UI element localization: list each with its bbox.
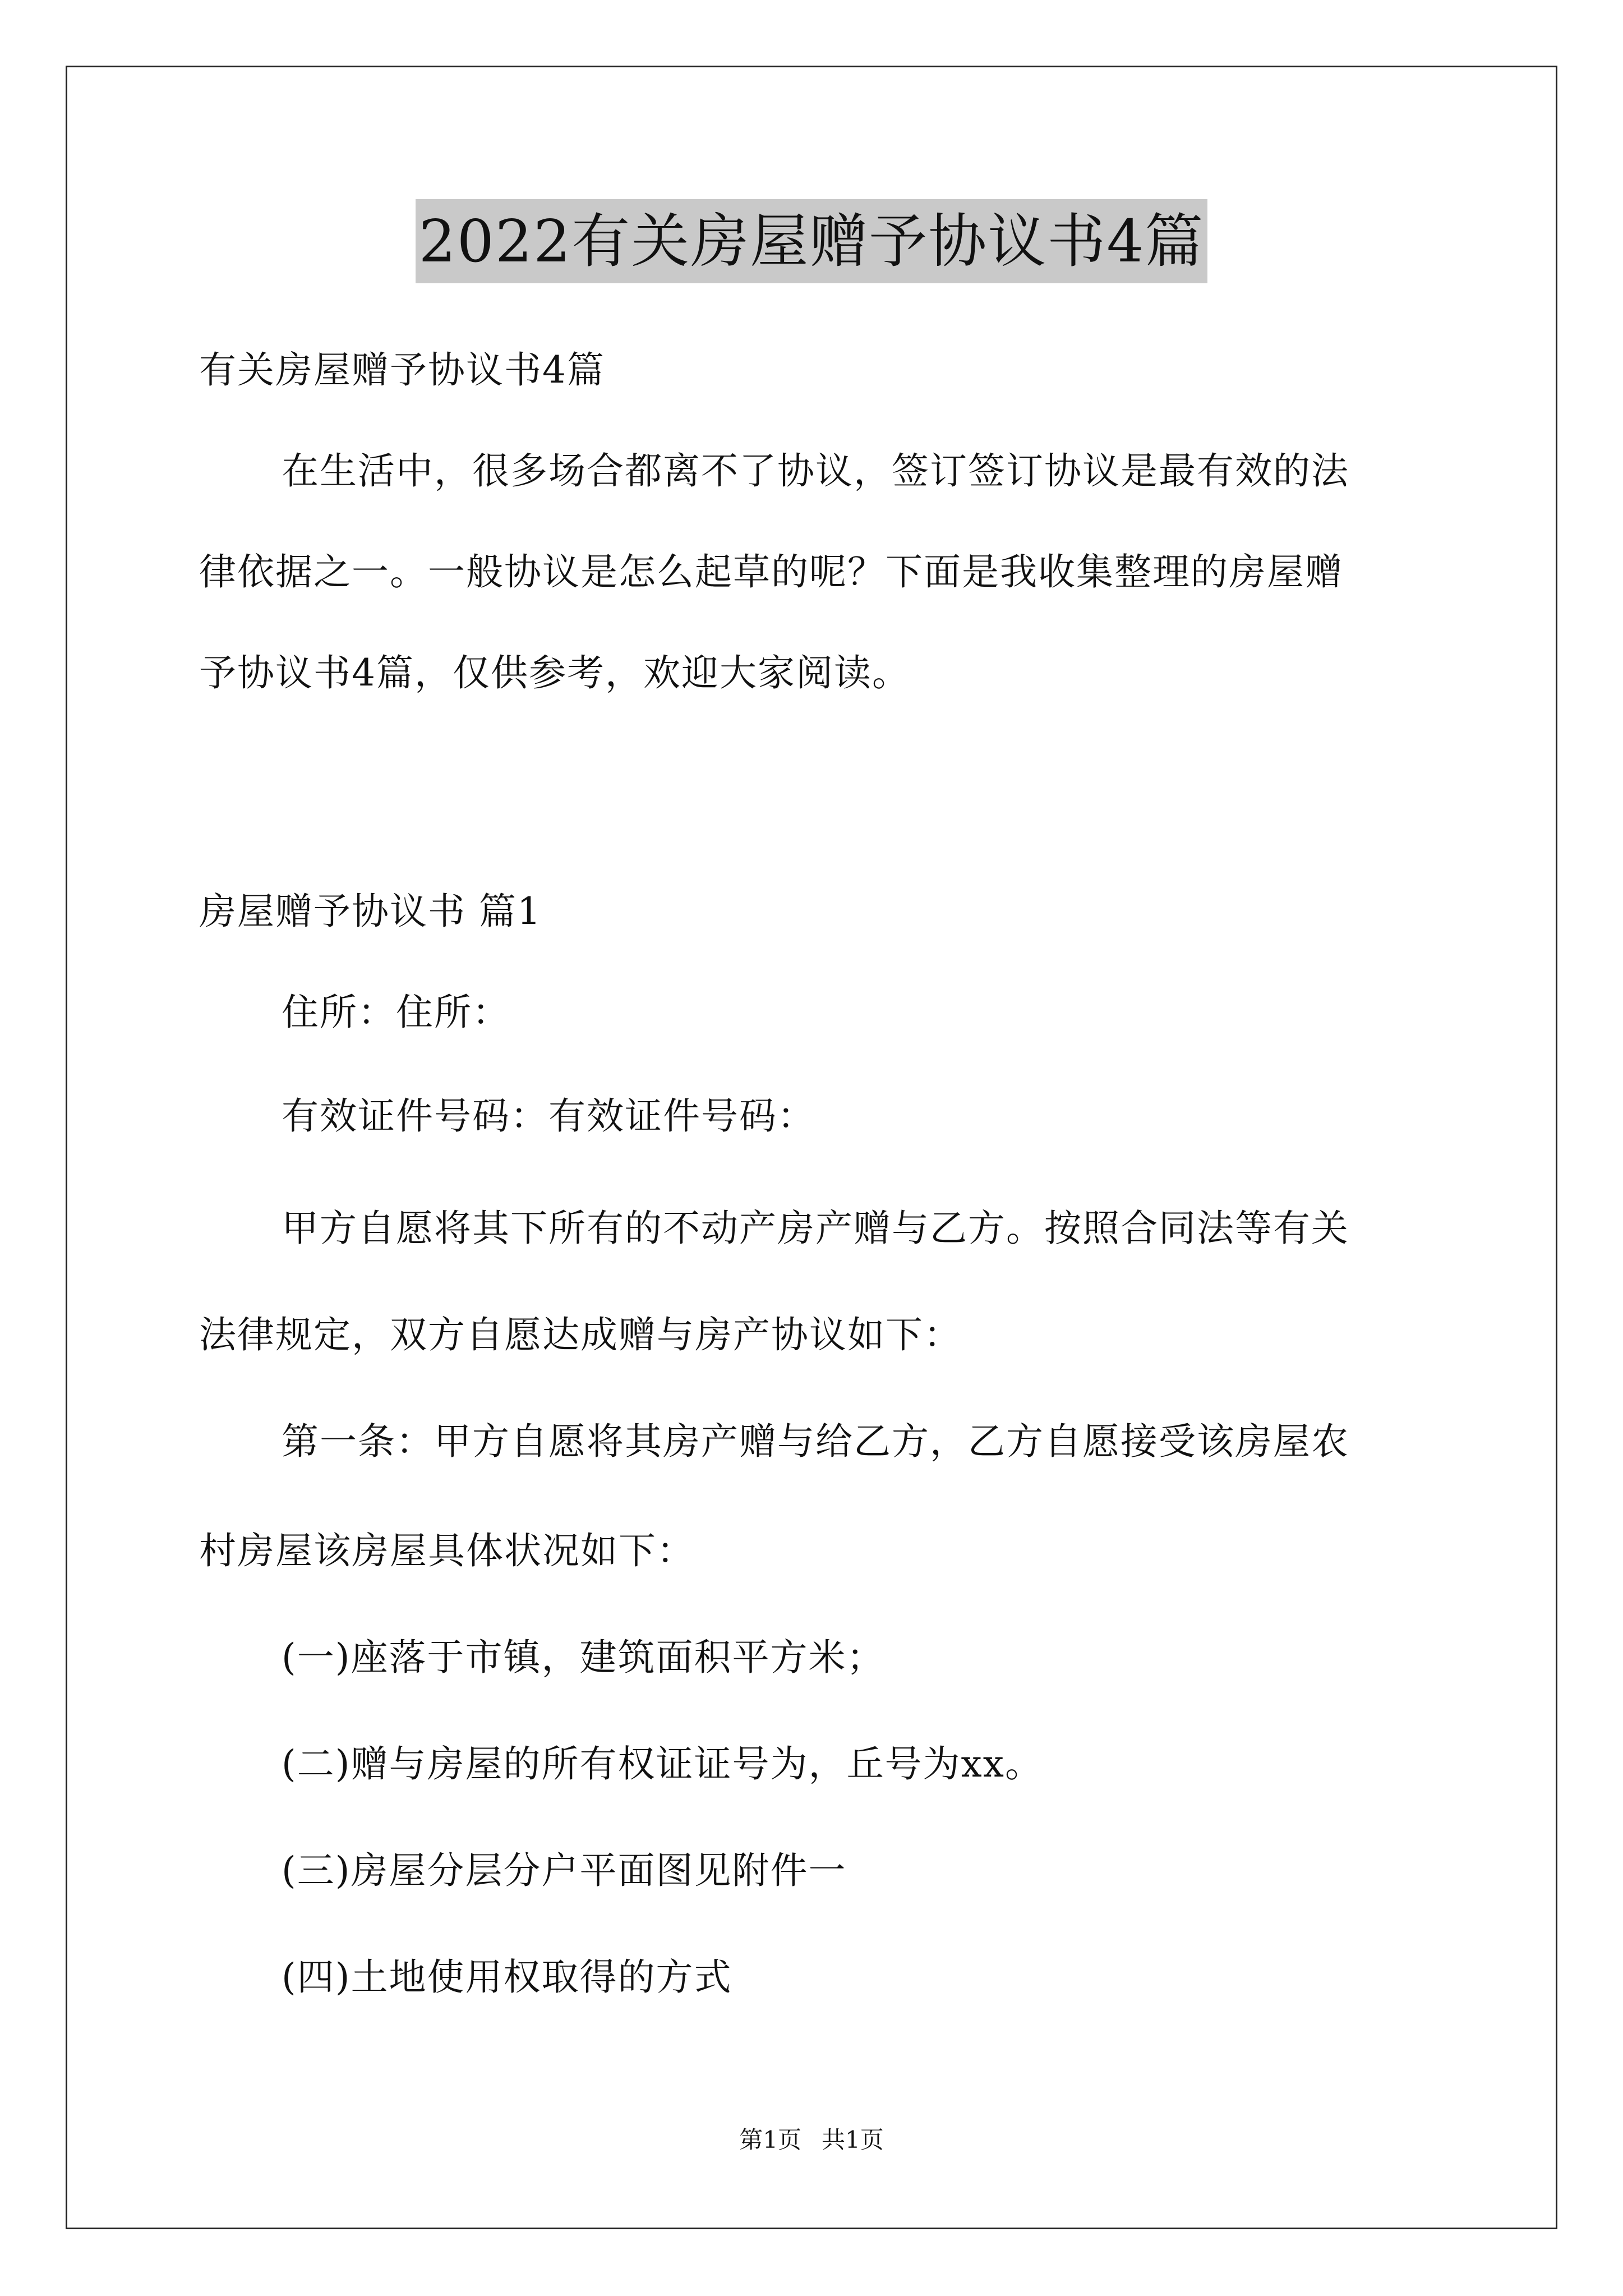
body-line-3: 甲方自愿将其下所有的不动产房产赠与乙方。按照合同法等有关 [282, 1207, 1349, 1250]
intro-line-2: 律依据之一。一般协议是怎么起草的呢？下面是我收集整理的房屋赠 [199, 550, 1343, 593]
body-line-2: 有效证件号码：有效证件号码： [282, 1094, 815, 1138]
intro-line-1: 在生活中，很多场合都离不了协议，签订签订协议是最有效的法 [282, 449, 1349, 493]
title-container [0, 199, 1623, 283]
section-heading: 房屋赠予协议书 篇1 [199, 890, 542, 933]
body-line-8: (二)赠与房屋的所有权证证号为，丘号为xx。 [282, 1742, 1043, 1786]
page-footer [0, 2123, 1623, 2157]
body-line-10: (四)土地使用权取得的方式 [282, 1955, 732, 1999]
page-total: 共1页 [822, 2126, 884, 2154]
intro-line-3: 予协议书4篇，仅供参考，欢迎大家阅读。 [199, 651, 910, 694]
body-line-1: 住所：住所： [282, 991, 510, 1034]
body-line-5: 第一条：甲方自愿将其房产赠与给乙方，乙方自愿接受该房屋农 [282, 1420, 1349, 1463]
body-line-7: (一)座落于市镇，建筑面积平方米； [282, 1636, 885, 1679]
body-line-6: 村房屋该房屋具体状况如下： [199, 1529, 695, 1572]
document-title: 2022有关房屋赠予协议书4篇 [416, 199, 1208, 283]
document-subtitle: 有关房屋赠予协议书4篇 [199, 348, 605, 392]
body-line-4: 法律规定，双方自愿达成赠与房产协议如下： [199, 1313, 962, 1356]
body-line-9: (三)房屋分层分户平面图见附件一 [282, 1849, 847, 1892]
page-number: 第1页 [739, 2126, 801, 2154]
